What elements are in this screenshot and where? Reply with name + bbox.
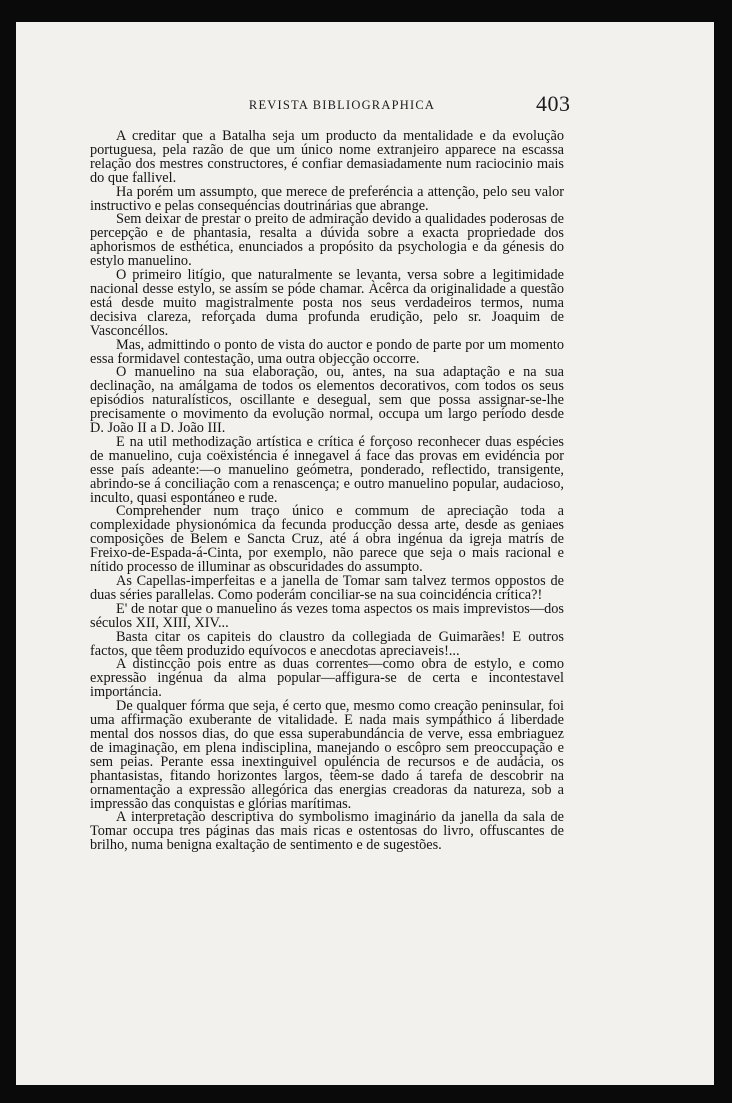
paragraph: E' de notar que o manuelino ás vezes toma aspectos os mais imprevistos—dos séculos XII, XIII, XIV... xyxy=(90,600,564,631)
running-title: REVISTA BIBLIOGRAPHICA xyxy=(248,98,436,112)
paragraph: De qualquer fórma que seja, é certo que, mesmo como creação peninsular, foi uma affirmação exuberante de vitalidade. E nada mais sympáthico á liberdade mental dos nossos dias, do que essa superabundáncia de verve, essa embriaguez de imaginação, em plena indisciplina, manejando o escôpro sem preoccupação e sem peias. Perante essa inextinguivel opuléncia de recursos e de audácia, os phantasistas, fitando horizontes largos, têem-se dado á tarefa de descobrir na ornamentação a expressão allegórica das energias creadoras da natureza, sob a impressão das conquistas e glórias marítimas. xyxy=(90,698,564,812)
article-body xyxy=(90,130,564,853)
paragraph: A distincção pois entre as duas correntes—como obra de estylo, e como expressão ingénua da alma popular—affigura-se de certa e incontestavel importáncia. xyxy=(90,656,564,701)
scanned-page xyxy=(16,22,714,1085)
paragraph: Sem deixar de prestar o preito de admiração devido a qualidades poderosas de percepção e de phantasia, resalta a dúvida sobre a exacta propriedade dos aphorismos de esthética, enunciados a propósito da psychologia e da génesis do estylo manuelino. xyxy=(90,211,564,270)
paragraph: Basta citar os capiteis do claustro da collegiada de Guimarães! E outros factos, que têem produzido equívocos e anecdotas apreciaveis!... xyxy=(90,628,564,659)
paragraph: As Capellas-imperfeitas e a janella de Tomar sam talvez termos oppostos de duas séries parallelas. Como poderám conciliar-se na sua coincidéncia crítica?! xyxy=(90,573,564,603)
paragraph: Ha porém um assumpto, que merece de preferéncia a attenção, pelo seu valor instructivo e pelas consequéncias doutrinárias que abrange. xyxy=(90,183,564,214)
paragraph: Mas, admittindo o ponto de vista do auctor e pondo de parte por um momento essa formidavel contestação, uma outra objecção occorre. xyxy=(90,336,564,367)
paragraph: A creditar que a Batalha seja um producto da mentalidade e da evolução portuguesa, pela razão de que um único nome extranjeiro apparece na escassa relação dos mestres constructores, é confiar demasiadamente num raciocinio mais do que fallivel. xyxy=(90,128,564,186)
paragraph: O primeiro litígio, que naturalmente se levanta, versa sobre a legitimidade nacional desse estylo, se assím se póde chamar. Àcêrca da originalidade a questão está desde muito magistralmente posta nos seus verdadeiros termos, numa decisiva clareza, reforçada duma profunda erudição, pelo sr. Joaquim de Vasconcéllos. xyxy=(90,267,564,339)
page-number: 403 xyxy=(536,91,571,116)
paragraph: E na util methodização artística e crítica é forçoso reconhecer duas espécies de manuelino, cuja coëxisténcia é innegavel á face das provas em evidéncia por esse país adeante:—o manuelino geómetra, ponderado, reflectido, transigente, abrindo-se á conciliação com a renascença; e outro manuelino popular, audacioso, inculto, quasi espontáneo e rude. xyxy=(90,433,564,506)
paragraph: O manuelino na sua elaboração, ou, antes, na sua adaptação e na sua declinação, na amálgama de todos os elementos decorativos, com todos os seus episódios naturalísticos, oscillante e desegual, sem que possa assignar-se-lhe precisamente o movimento da evolução normal, occupa um largo período desde D. João II a D. João III. xyxy=(90,364,564,437)
running-head xyxy=(16,91,714,118)
paragraph: A interpretação descriptiva do symbolismo imaginário da janella da sala de Tomar occupa tres páginas das mais ricas e ostentosas do livro, offuscantes de brilho, numa benigna exaltação de sentimento e de sugestões. xyxy=(90,809,564,854)
paragraph: Comprehender num traço único e commum de apreciação toda a complexidade physionómica da fecunda producção dessa arte, desde as geniaes composições de Belem e Sancta Cruz, até á obra ingénua da igreja matrís de Freixo-de-Espada-á-Cinta, por exemplo, não parece que seja o mais racional e nítido processo de illuminar as obscuridades do assumpto. xyxy=(90,503,564,576)
